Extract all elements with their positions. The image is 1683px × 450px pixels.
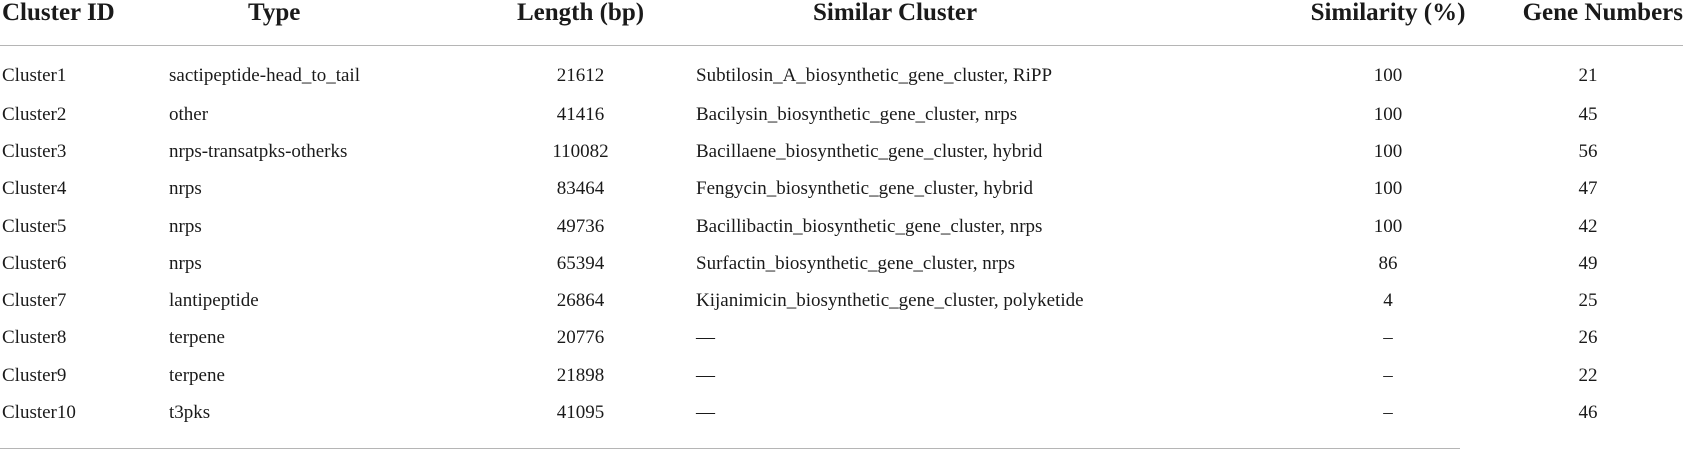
cell-gene-numbers: 47 <box>1578 178 1598 200</box>
cell-similarity: – <box>1383 327 1393 349</box>
header-row <box>0 0 1683 46</box>
cell-type: terpene <box>169 364 225 386</box>
cell-cluster-id: Cluster7 <box>2 290 67 312</box>
cell-gene-numbers: 56 <box>1578 140 1598 162</box>
cell-length: 83464 <box>556 178 605 200</box>
cell-similarity: 100 <box>1373 140 1403 162</box>
table-row <box>0 171 1683 208</box>
header-similar-cluster: Similar Cluster <box>813 0 978 26</box>
cell-length: 65394 <box>556 252 605 274</box>
table-row <box>0 394 1683 445</box>
cell-type: sactipeptide-head_to_tail <box>169 65 360 86</box>
cell-similarity: 4 <box>1383 290 1393 312</box>
cell-similar-cluster: Fengycin_biosynthetic_gene_cluster, hybrid <box>696 178 1033 200</box>
cell-similar-cluster: Bacillibactin_biosynthetic_gene_cluster, nrps <box>696 215 1043 237</box>
cell-cluster-id: Cluster9 <box>2 364 67 386</box>
cell-cluster-id: Cluster8 <box>2 327 67 349</box>
cell-similar-cluster: Bacillaene_biosynthetic_gene_cluster, hybrid <box>696 140 1043 162</box>
cell-similarity: 100 <box>1373 65 1403 86</box>
table-row <box>0 133 1683 170</box>
cell-gene-numbers: 22 <box>1578 364 1598 386</box>
cell-cluster-id: Cluster4 <box>2 178 67 200</box>
cell-gene-numbers: 49 <box>1578 252 1598 274</box>
cell-cluster-id: Cluster2 <box>2 103 67 125</box>
cell-length: 21612 <box>556 65 605 86</box>
cell-similarity: – <box>1383 364 1393 386</box>
cell-gene-numbers: 25 <box>1578 290 1598 312</box>
cell-length: 26864 <box>556 290 605 312</box>
cell-length: 41095 <box>556 402 605 424</box>
cell-similar-cluster: — <box>696 364 715 386</box>
table-row <box>0 46 1683 97</box>
cell-type: other <box>169 103 209 125</box>
cell-similar-cluster: — <box>696 402 715 424</box>
cell-gene-numbers: 21 <box>1578 65 1598 86</box>
table-row <box>0 96 1683 133</box>
cell-cluster-id: Cluster5 <box>2 215 67 237</box>
cell-type: nrps-transatpks-otherks <box>169 140 348 162</box>
table-row <box>0 357 1683 394</box>
header-similarity: Similarity (%) <box>1310 0 1466 26</box>
table-bottom-rule <box>0 448 1460 449</box>
cell-similarity: – <box>1383 402 1393 424</box>
cell-similar-cluster: Bacilysin_biosynthetic_gene_cluster, nrps <box>696 103 1018 125</box>
cell-similarity: 86 <box>1378 252 1398 274</box>
cell-gene-numbers: 42 <box>1578 215 1598 237</box>
cell-gene-numbers: 45 <box>1578 103 1598 125</box>
cell-type: terpene <box>169 327 225 349</box>
cell-similar-cluster: Kijanimicin_biosynthetic_gene_cluster, polyketide <box>696 290 1084 312</box>
header-type: Type <box>248 0 301 26</box>
cell-cluster-id: Cluster3 <box>2 140 67 162</box>
cell-length: 21898 <box>556 364 605 386</box>
cell-type: t3pks <box>169 402 211 424</box>
cell-cluster-id: Cluster6 <box>2 252 67 274</box>
cell-similarity: 100 <box>1373 178 1403 200</box>
cell-gene-numbers: 26 <box>1578 327 1598 349</box>
table-row <box>0 320 1683 357</box>
header-cluster-id: Cluster ID <box>2 0 115 26</box>
table-row <box>0 208 1683 245</box>
cell-gene-numbers: 46 <box>1578 402 1598 424</box>
table-row <box>0 245 1683 282</box>
cell-type: nrps <box>169 215 202 237</box>
cell-similar-cluster: Subtilosin_A_biosynthetic_gene_cluster, RiPP <box>696 65 1053 86</box>
header-length: Length (bp) <box>516 0 645 26</box>
header-gene-numbers: Gene Numbers <box>1522 0 1683 26</box>
cell-length: 41416 <box>556 103 605 125</box>
cell-cluster-id: Cluster10 <box>2 402 76 424</box>
cell-similar-cluster: Surfactin_biosynthetic_gene_cluster, nrps <box>696 252 1015 274</box>
cell-similar-cluster: — <box>696 327 715 349</box>
table-header <box>0 0 1683 46</box>
table-row <box>0 282 1683 319</box>
cell-length: 110082 <box>552 140 609 162</box>
table-body <box>0 46 1683 446</box>
cell-length: 49736 <box>556 215 605 237</box>
cell-length: 20776 <box>556 327 605 349</box>
cell-similarity: 100 <box>1373 215 1403 237</box>
cell-cluster-id: Cluster1 <box>2 65 67 86</box>
cell-type: nrps <box>169 178 202 200</box>
cell-type: lantipeptide <box>169 290 259 312</box>
cell-type: nrps <box>169 252 202 274</box>
cell-similarity: 100 <box>1373 103 1403 125</box>
